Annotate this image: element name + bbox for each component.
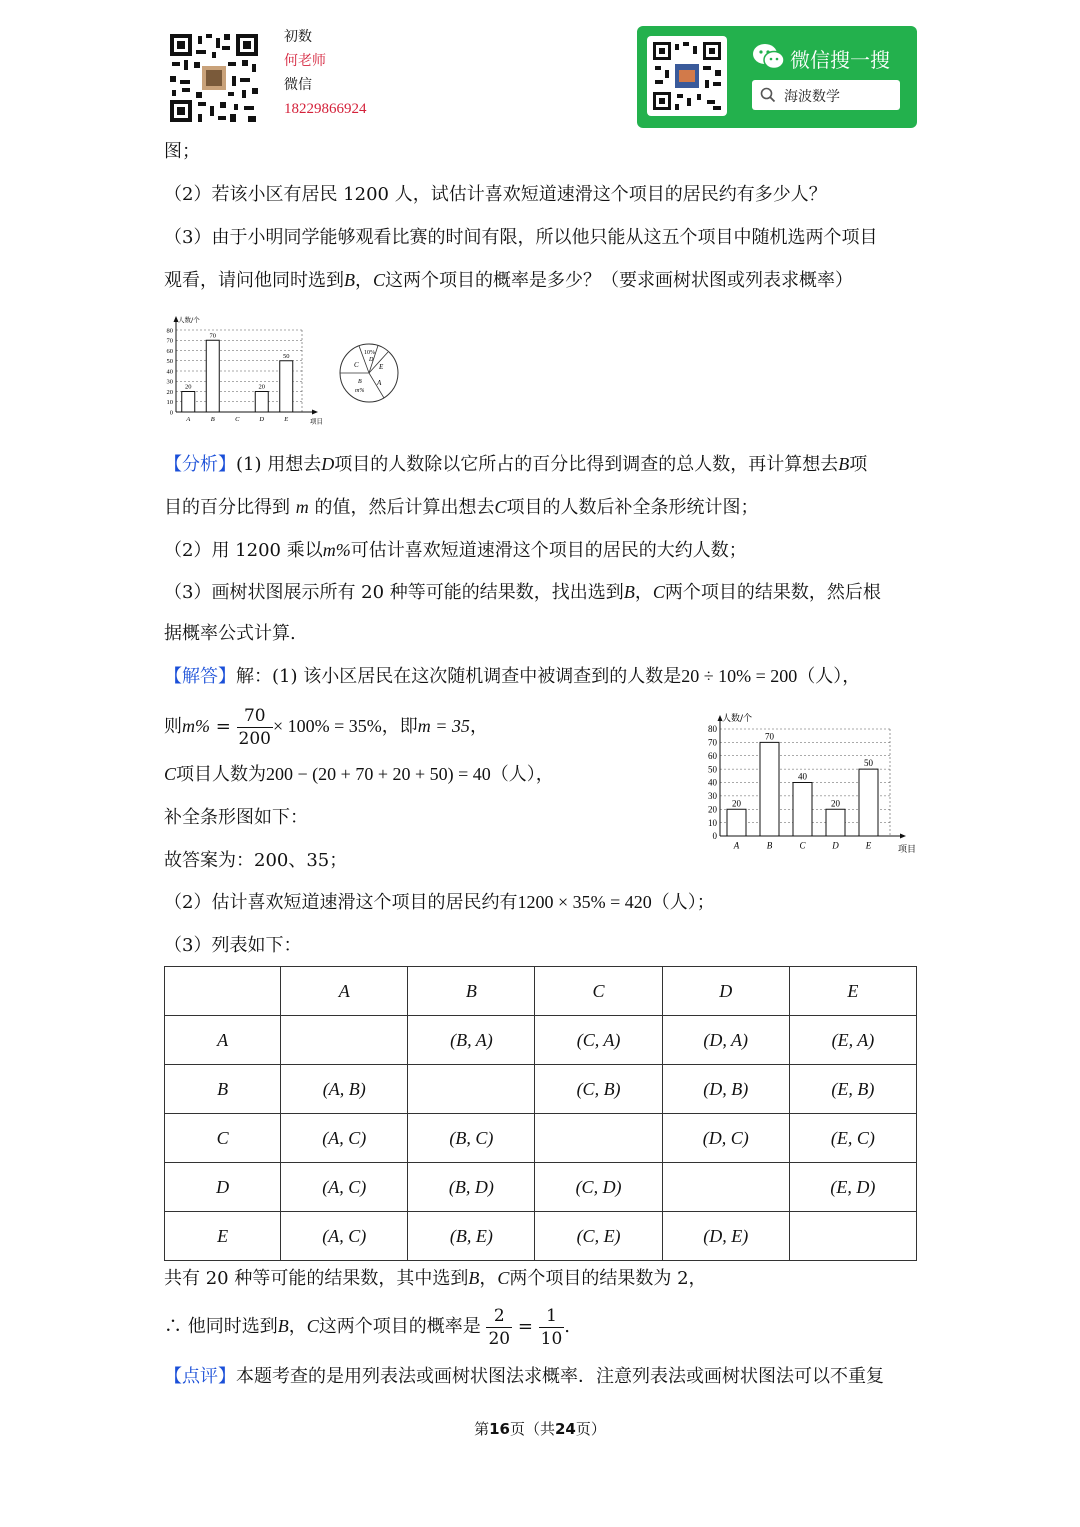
bar-d <box>826 809 845 836</box>
pie-chart <box>336 340 402 406</box>
table-header-cell <box>165 967 281 1016</box>
fraction-1-10 <box>539 1305 565 1350</box>
pie-label-c: C <box>354 361 359 369</box>
var-c: C <box>494 497 507 517</box>
table-header-cell: C <box>535 967 662 1016</box>
page-total: 24 <box>555 1420 576 1438</box>
bar-value-label: 20 <box>258 383 265 391</box>
var-m: m <box>295 497 309 517</box>
qr-code-right <box>647 36 727 116</box>
y-tick-label: 0 <box>169 409 173 417</box>
answer-line-4 <box>164 806 308 830</box>
y-tick-label: 20 <box>166 388 173 396</box>
footer-text: 页（共 <box>509 1420 555 1438</box>
answer-text: ， <box>479 1268 498 1289</box>
bar-value-label: 20 <box>831 798 840 809</box>
var-b: B <box>468 1268 480 1288</box>
analysis-text: ， <box>634 582 653 603</box>
answer-text: （人）， <box>490 764 554 785</box>
answer-text: 共有 20 种等可能的结果数，其中选到 <box>164 1268 469 1289</box>
answer-line-7 <box>164 934 301 958</box>
math-expression: m = 35 <box>417 716 470 736</box>
analysis-text: 的值，然后计算出想去 <box>314 497 495 518</box>
answer-text: 故答案为：200、35； <box>164 850 348 871</box>
table-cell: (E, C) <box>789 1114 916 1163</box>
bar-value-label: 50 <box>283 352 290 360</box>
analysis-text: (1) 用想去 <box>236 454 322 475</box>
bar-c <box>793 783 812 837</box>
completed-bar-chart <box>700 702 922 858</box>
x-axis-label: 项目 <box>310 417 323 426</box>
table-cell: (D, C) <box>662 1114 789 1163</box>
x-tick-label: C <box>235 416 240 424</box>
y-tick-label: 60 <box>708 750 717 761</box>
table-cell: (C, B) <box>535 1065 662 1114</box>
answer-line-5 <box>164 849 347 873</box>
bar-e <box>280 361 293 412</box>
answer-text: （3）列表如下： <box>164 935 302 956</box>
fraction-denominator: 20 <box>488 1328 511 1349</box>
header-line-teacher: 何老师 <box>284 53 326 69</box>
table-cell: (C, E) <box>535 1212 662 1261</box>
x-tick-label: C <box>799 840 806 851</box>
question-text: （3）由于小明同学能够观看比赛的时间有限，所以他只能从这五个项目中随机选两个项目 <box>164 227 878 248</box>
question-text: ， <box>355 270 373 291</box>
table-cell <box>789 1212 916 1261</box>
analysis-text: 目的百分比得到 <box>164 497 290 518</box>
footer-text: 第 <box>474 1420 490 1438</box>
y-tick-label: 40 <box>166 368 173 376</box>
answer-text: 解：(1) 该小区居民在这次随机调查中被调查到的人数是 <box>236 666 682 687</box>
pie-label-m: m% <box>355 388 365 394</box>
table-cell: (A, C) <box>281 1212 408 1261</box>
y-tick-label: 20 <box>708 804 717 815</box>
question-line-2 <box>164 226 877 250</box>
answer-text: （2）估计喜欢短道速滑这个项目的居民约有 <box>164 892 518 913</box>
math-expression: 200 − (20 + 70 + 20 + 50) = 40 <box>266 764 491 784</box>
var-b: B <box>277 1316 289 1336</box>
bar-b <box>760 742 779 836</box>
x-tick-label: E <box>284 416 289 424</box>
x-tick-label: B <box>766 840 773 851</box>
analysis-text: （3）画树状图展示所有 20 种等可能的结果数，找出选到 <box>164 582 624 603</box>
x-tick-label: D <box>832 840 839 851</box>
footer-text: 页） <box>575 1420 606 1438</box>
x-axis-label: 项目 <box>898 845 917 856</box>
wechat-search-text: 海波数学 <box>784 89 840 105</box>
answer-text: 这两个项目的概率是 <box>318 1316 481 1337</box>
table-cell: (E, B) <box>789 1065 916 1114</box>
y-tick-label: 30 <box>708 791 717 802</box>
bar-value-label: 20 <box>732 798 741 809</box>
answer-text: （人）； <box>651 892 715 913</box>
y-tick-label: 80 <box>166 327 173 335</box>
answer-text: . <box>564 1316 571 1337</box>
pie-label-b: B <box>358 379 362 385</box>
y-tick-label: 50 <box>708 764 717 775</box>
page-footer <box>0 1418 1080 1439</box>
y-tick-label: 70 <box>708 737 717 748</box>
fraction-numerator: 2 <box>486 1305 512 1328</box>
x-tick-label: D <box>259 416 265 424</box>
fraction-2-20 <box>486 1305 512 1350</box>
var-b: B <box>623 582 635 602</box>
table-header-row <box>165 967 917 1016</box>
var-m-percent: m% <box>182 716 210 736</box>
table-cell <box>662 1163 789 1212</box>
var-c: C <box>652 582 665 602</box>
y-tick-label: 10 <box>166 399 173 407</box>
fraction-denominator: 200 <box>238 728 271 749</box>
y-tick-label: 70 <box>166 337 173 345</box>
analysis-line-3 <box>164 538 747 563</box>
question-text: （2）若该小区有居民 1200 人，试估计喜欢短道速滑这个项目的居民约有多少人？ <box>164 184 827 205</box>
x-tick-label: A <box>186 416 191 424</box>
header-phone: 18229866924 <box>284 101 367 117</box>
table-row <box>165 1212 917 1261</box>
question-line-0 <box>164 140 200 164</box>
table-header-cell: A <box>165 1016 281 1065</box>
search-icon <box>760 87 776 107</box>
analysis-tag: 【分析】 <box>164 454 236 475</box>
table-cell: (D, E) <box>662 1212 789 1261</box>
answer-text: 则 <box>164 716 182 737</box>
qr-code-left <box>168 32 260 124</box>
answer-text: 补全条形图如下： <box>164 807 308 828</box>
math-expression: × 100% = 35% <box>272 716 382 736</box>
table-header-cell: E <box>165 1212 281 1261</box>
question-line-1 <box>164 183 827 207</box>
answer-text: ∴ 他同时选到 <box>164 1316 278 1337</box>
answer-text: ， <box>288 1316 307 1337</box>
analysis-line-5 <box>164 622 296 646</box>
conclusion-line-2: ∴ 他同时选到B，C这两个项目的概率是 $\frac{2}{20}$ = $\frac{1}{10}$ . <box>164 1305 571 1349</box>
question-text: 观看，请问他同时选到 <box>164 270 344 291</box>
small-bar-chart <box>152 312 328 430</box>
conclusion-line-1 <box>164 1266 707 1291</box>
table-header-cell: C <box>165 1114 281 1163</box>
table-header-cell: B <box>165 1065 281 1114</box>
answer-tag: 【解答】 <box>164 666 236 687</box>
var-c: C <box>373 270 386 290</box>
fraction-numerator: 70 <box>237 705 273 728</box>
answer-text: 项目人数为 <box>176 764 267 785</box>
var-b: B <box>344 270 355 290</box>
comment-tag: 【点评】 <box>164 1366 236 1387</box>
analysis-line-4 <box>164 580 881 605</box>
outcome-table <box>164 966 917 1261</box>
y-tick-label: 40 <box>708 777 717 788</box>
y-tick-label: 0 <box>712 831 717 842</box>
bar-a <box>182 392 195 413</box>
pie-label-pct: 10% <box>364 350 375 356</box>
answer-line-1 <box>164 664 860 689</box>
table-header-cell: D <box>165 1163 281 1212</box>
table-cell: (D, B) <box>662 1065 789 1114</box>
var-c: C <box>497 1268 510 1288</box>
table-header-cell: D <box>662 967 789 1016</box>
table-cell: (B, A) <box>408 1016 535 1065</box>
header-line-subject: 初数 <box>284 29 312 45</box>
table-row <box>165 1016 917 1065</box>
answer-text: 两个项目的结果数为 2， <box>509 1268 707 1289</box>
analysis-text: 项目的人数除以它所占的百分比得到调查的总人数，再计算想去 <box>334 454 839 475</box>
table-row <box>165 1114 917 1163</box>
table-row <box>165 1065 917 1114</box>
question-line-3 <box>164 268 853 293</box>
wechat-title: 微信搜一搜 <box>790 48 890 72</box>
pie-label-a: A <box>377 379 382 387</box>
answer-text: （人）， <box>797 666 861 687</box>
bar-value-label: 40 <box>798 771 807 782</box>
answer-text: ，即 <box>381 716 418 737</box>
wechat-logo-icon <box>752 42 786 76</box>
analysis-text: 据概率公式计算. <box>164 623 296 644</box>
fraction-numerator: 1 <box>539 1305 565 1328</box>
var-b: B <box>838 454 850 474</box>
x-axis-arrow <box>900 834 906 839</box>
y-axis-label: 人数/个 <box>722 714 753 724</box>
answer-text: ， <box>469 716 488 737</box>
bar-d <box>255 392 268 413</box>
table-cell: (B, C) <box>408 1114 535 1163</box>
x-tick-label: A <box>733 840 740 851</box>
y-tick-label: 10 <box>708 817 717 828</box>
answer-line-6 <box>164 890 715 915</box>
bar-value-label: 70 <box>765 731 774 742</box>
table-cell: (B, D) <box>408 1163 535 1212</box>
y-tick-label: 60 <box>166 347 173 355</box>
table-cell: (D, A) <box>662 1016 789 1065</box>
math-expression: 1200 × 35% = 420 <box>517 892 652 912</box>
table-cell: (E, D) <box>789 1163 916 1212</box>
table-header-cell: A <box>281 967 408 1016</box>
y-axis-label: 人数/个 <box>178 316 200 324</box>
x-tick-label: E <box>865 840 872 851</box>
bar-value-label: 50 <box>864 758 873 769</box>
header-line-wechat: 微信 <box>284 77 312 93</box>
var-m-percent: m% <box>322 540 351 560</box>
table-cell: (A, C) <box>281 1114 408 1163</box>
table-cell: (C, D) <box>535 1163 662 1212</box>
bar-a <box>727 809 746 836</box>
var-d: D <box>321 454 335 474</box>
table-cell: (A, C) <box>281 1163 408 1212</box>
pie-label-d: D <box>369 357 374 363</box>
analysis-text: 可估计喜欢短道速滑这个项目的居民的大约人数； <box>350 540 747 561</box>
bar-b <box>206 340 219 412</box>
table-header-cell: B <box>408 967 535 1016</box>
bar-value-label: 20 <box>185 383 192 391</box>
comment-text: 本题考查的是用列表法或画树状图法求概率．注意列表法或画树状图法可以不重复 <box>236 1366 884 1387</box>
fraction-denominator: 10 <box>540 1328 563 1349</box>
bar-value-label: 70 <box>209 332 216 340</box>
x-axis-arrow <box>312 410 318 415</box>
fraction-70-200 <box>237 705 273 750</box>
table-cell <box>535 1114 662 1163</box>
analysis-text: 项 <box>849 454 868 475</box>
page-number: 16 <box>489 1420 510 1438</box>
table-cell <box>408 1065 535 1114</box>
analysis-line-1 <box>164 452 867 477</box>
table-cell <box>281 1016 408 1065</box>
y-tick-label: 30 <box>166 378 173 386</box>
table-header-cell: E <box>789 967 916 1016</box>
y-tick-label: 80 <box>708 724 717 735</box>
var-c: C <box>306 1316 319 1336</box>
analysis-line-2 <box>164 495 758 520</box>
question-text: 这两个项目的概率是多少？（要求画树状图或列表求概率） <box>385 270 854 291</box>
question-text: 图； <box>164 141 200 162</box>
table-cell: (C, A) <box>535 1016 662 1065</box>
analysis-text: 两个项目的结果数，然后根 <box>664 582 881 603</box>
table-cell: (A, B) <box>281 1065 408 1114</box>
table-row <box>165 1163 917 1212</box>
y-tick-label: 50 <box>166 358 173 366</box>
pie-label-e: E <box>379 363 384 371</box>
analysis-text: （2）用 1200 乘以 <box>164 540 323 561</box>
bar-e <box>859 769 878 836</box>
table-cell: (B, E) <box>408 1212 535 1261</box>
math-expression: 20 ÷ 10% = 200 <box>681 666 798 686</box>
x-tick-label: B <box>210 416 215 424</box>
table-cell: (E, A) <box>789 1016 916 1065</box>
var-c: C <box>164 764 177 784</box>
answer-line-2: 则m% = $\frac{70}{200}$ × 100% = 35%，即m = 35， <box>164 705 488 749</box>
comment-line <box>164 1365 884 1389</box>
analysis-text: 项目的人数后补全条形统计图； <box>506 497 759 518</box>
answer-line-3 <box>164 762 554 787</box>
